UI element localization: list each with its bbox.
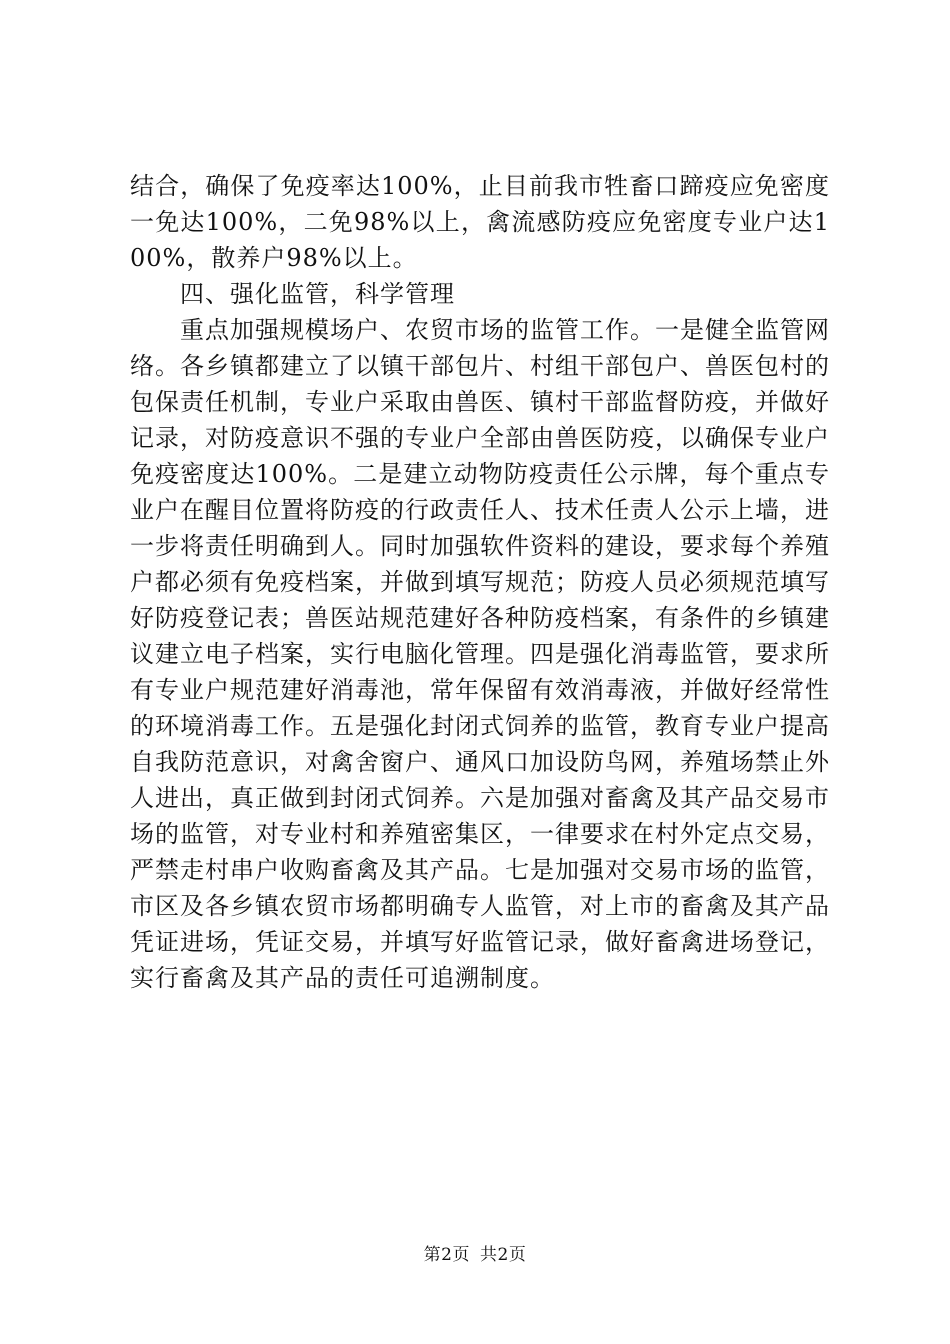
page-total: 共2页 [480, 1245, 527, 1265]
paragraph-1: 结合，确保了免疫率达100%，止目前我市牲畜口蹄疫应免密度一免达100%，二免98%以上，禽流感防疫应免密度专业户达100%，散养户98%以上。 [130, 172, 830, 272]
section-heading: 四、强化监管，科学管理 [180, 280, 455, 308]
document-body [130, 168, 830, 996]
page-number: 第2页 [423, 1245, 470, 1265]
paragraph-2: 重点加强规模场户、农贸市场的监管工作。一是健全监管网络。各乡镇都建立了以镇干部包片、村组干部包户、兽医包村的包保责任机制，专业户采取由兽医、镇村干部监督防疫，并做好记录，对防疫意识不强的专业户全部由兽医防疫，以确保专业户免疫密度达100%。二是建立动物防疫责任公示牌，每个重点专业户在醒目位置将防疫的行政责任人、技术任责人公示上墙，进一步将责任明确到人。同时加强软件资料的建设，要求每个养殖户都必须有免疫档案，并做到填写规范；防疫人员必须规范填写好防疫登记表；兽医站规范建好各种防疫档案，有条件的乡镇建议建立电子档案，实行电脑化管理。四是强化消毒监管，要求所有专业户规范建好消毒池，常年保留有效消毒液，并做好经常性的环境消毒工作。五是强化封闭式饲养的监管，教育专业户提高自我防范意识，对禽舍窗户、通风口加设防鸟网，养殖场禁止外人进出，真正做到封闭式饲养。六是加强对畜禽及其产品交易市场的监管，对专业村和养殖密集区，一律要求在村外定点交易，严禁走村串户收购畜禽及其产品。七是加强对交易市场的监管，市区及各乡镇农贸市场都明确专人监管，对上市的畜禽及其产品凭证进场，凭证交易，并填写好监管记录，做好畜禽进场登记，实行畜禽及其产品的责任可追溯制度。 [130, 316, 830, 992]
page-footer [0, 1240, 950, 1265]
